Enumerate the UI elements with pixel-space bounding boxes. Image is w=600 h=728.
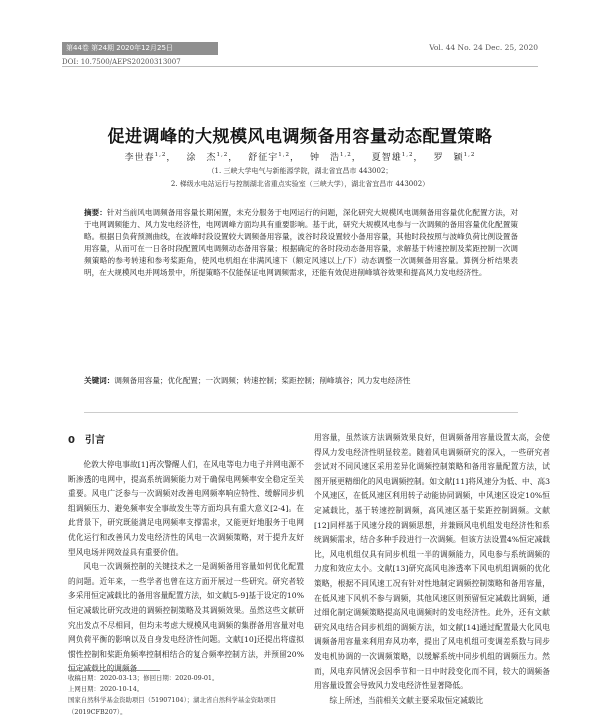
author-affiliation-mark: 1,2 [216, 152, 229, 158]
footnote-rule [68, 670, 160, 671]
author-affiliation-mark: 1,2 [278, 152, 290, 158]
paragraph: 风电一次调频控制的关键技术之一是调频备用容量如何优化配置的问题。近年来，一些学者也曾在这方面开展过一些研究。研究者较多采用恒定减载比的备用容量配置方法，如文献[5-9]基于设定的10%恒定减载比研究改进的调频控制策略及其调频效果。虽然这些文献研究出发点不尽相同，但均未考虑大规模风电调频的集群备用容量对电网负荷平衡的影响以及自身发电经济性问题。文献[10]还提出将虚拟惯性控制和桨距角频率控制相结合的复合频率控制方法，并预留20%恒定减载比的调频备 [68, 562, 304, 674]
footnote-online: 上网日期：2020-10-14。 [68, 685, 144, 694]
header-rule [62, 66, 538, 67]
keywords-label: 关键词： [84, 376, 115, 385]
paragraph: 用容量，虽然该方法调频效果良好，但调频备用容量设置太高，会使得风力发电经济性明显较差。随着风电调频研究的深入，一些研究者尝试对不同风速区采用差异化调频控制策略和备用容量配置方法，试图开展更精细化的风电调频控制。如文献[11]将风速分为低、中、高3个风速区，在低风速区利用转子动能协同调频，中风速区设定10%恒定减载比，基于转速控制调频，高风速区基于桨距控制调频。文献[12]同样基于风速分段的调频思想，并兼顾风电机组发电经济性和系统调频需求，结合多种手段进行一次调频。但该方法设置4%恒定减载比，风电机组仅具有同步机组一半的调频能力，风电参与系统调频的力度和效应太小。文献[13]研究高风电渗透率下风电机组调频的优化策略，根据不同风速工况有针对性地制定调频控制策略和备用容量，在低风速下风机不参与调频，其他风速区则预留恒定减载比调频，通过细化制定调频策略提高风电调频时的发电经济性。此外，还有文献研究风电结合同步机组的调频方法，如文献[14]通过配置最大化风电调频备用容量来利用弃风功率，提出了风电机组可变调差系数与同步发电机协调的一次调频策略，以缓解系统中同步机组的调频压力。然而，风电弃风情况会因季节和一日中时段变化而不同，较大的调频备用容量设置会导致风力发电经济性显著降低。 [314, 433, 550, 691]
journal-issue-bar: 第44卷 第24期 2020年12月25日 [62, 42, 218, 55]
doi: DOI: 10.7500/AEPS20200313007 [62, 58, 181, 66]
abstract-text: 针对当前风电调频备用容量长期闲置，未充分服务于电网运行的问题，深化研究大规模风电调频备用容量优化配置方法，对于电网调频能力、风力发电经济性，电网调峰方面均具有重要影响。基于此，研究大规模风电参与一次调频的备用容量优化配置策略。根据日负荷预测曲线，在波峰时段设置较大调频备用容量，波谷时段设置较小备用容量，其他时段按照与波峰负荷比例设置备用容量，从而可在一日各时段配置风电调频动态备用容量；根据确定的各时段动态备用容量，求解基于转速控制及桨距控制一次调频策略的参考转速和参考桨距角，使风电机组在非满风速下（额定风速以上/下）动态调整一次调频备用容量。算例分析结果表明，在大规模风电并网场景中，所提策略不仅能保证电网调频需求，还能有效促进削峰填谷效果和提高风力发电经济性。 [84, 208, 518, 278]
paragraph: 综上所述，当前相关文献主要采取恒定减载比 [329, 695, 484, 705]
right-column [314, 431, 550, 728]
paragraph: 伦敦大停电事故[1]再次警醒人们，在风电等电力电子并网电源不断渗透的电网中，提高系统调频能力对于确保电网频率安全稳定至关重要。风电广泛参与一次调频对改善电网频率响应特性、缓解同步机组调频压力、避免频率安全事故发生等方面均具有重大意义[2-4]。在此背景下，研究既能满足电网频率支撑需求，又能更好地服务于电网优化运行和改善风力发电经济性的风电一次调频策略，对于提升友好型风电场并网效益具有重要价值。 [68, 460, 304, 557]
author-affiliation-mark: 1,2 [340, 152, 352, 158]
footnote-funding: 国家自然科学基金资助项目（51907104）；湖北省自然科学基金资助项目（2019CFB207）。 [68, 696, 277, 716]
keywords [84, 375, 518, 387]
abstract-label: 摘要： [84, 208, 107, 217]
abstract [84, 207, 518, 280]
author-name: 舒征宇 [248, 153, 279, 163]
author-affiliation-mark: 1,2 [401, 152, 414, 158]
author-name: 罗 颖 [433, 153, 464, 163]
author-name: 李世春 [124, 153, 155, 163]
author-name: 涂 杰 [186, 153, 217, 163]
paper-title: 促进调峰的大规模风电调频备用容量动态配置策略 [107, 127, 493, 147]
footnote-received: 收稿日期：2020-03-13；修回日期：2020-09-01。 [68, 674, 219, 682]
author-name: 钟 浩 [310, 153, 341, 163]
author-affiliation-mark: 1,2 [154, 152, 167, 158]
keywords-text: 调频备用容量；优化配置；一次调频；转速控制；桨距控制；削峰填谷；风力发电经济性 [114, 376, 411, 385]
footnotes [68, 673, 304, 718]
abstract-rule [84, 412, 518, 413]
left-column [68, 458, 304, 674]
section-heading: 0 引言 [68, 435, 105, 446]
affiliation-1: （1. 三峡大学电气与新能源学院，湖北省宜昌市 443002； [207, 167, 393, 175]
journal-volume: Vol. 44 No. 24 Dec. 25, 2020 [429, 43, 538, 52]
author-affiliation-mark: 1,2 [463, 152, 476, 158]
author-name: 夏智雄 [371, 153, 402, 163]
author-list: 李世春$^{1,2}$， 涂 杰$^{1,2}$， 舒征宇$^{1,2}$， 钟 浩$^{1,2}$， 夏智雄$^{1,2}$， 罗 颖$^{1,2}$ [124, 152, 476, 163]
affiliation-2: 2. 梯级水电站运行与控制湖北省重点实验室（三峡大学），湖北省宜昌市 443002） [170, 180, 430, 188]
